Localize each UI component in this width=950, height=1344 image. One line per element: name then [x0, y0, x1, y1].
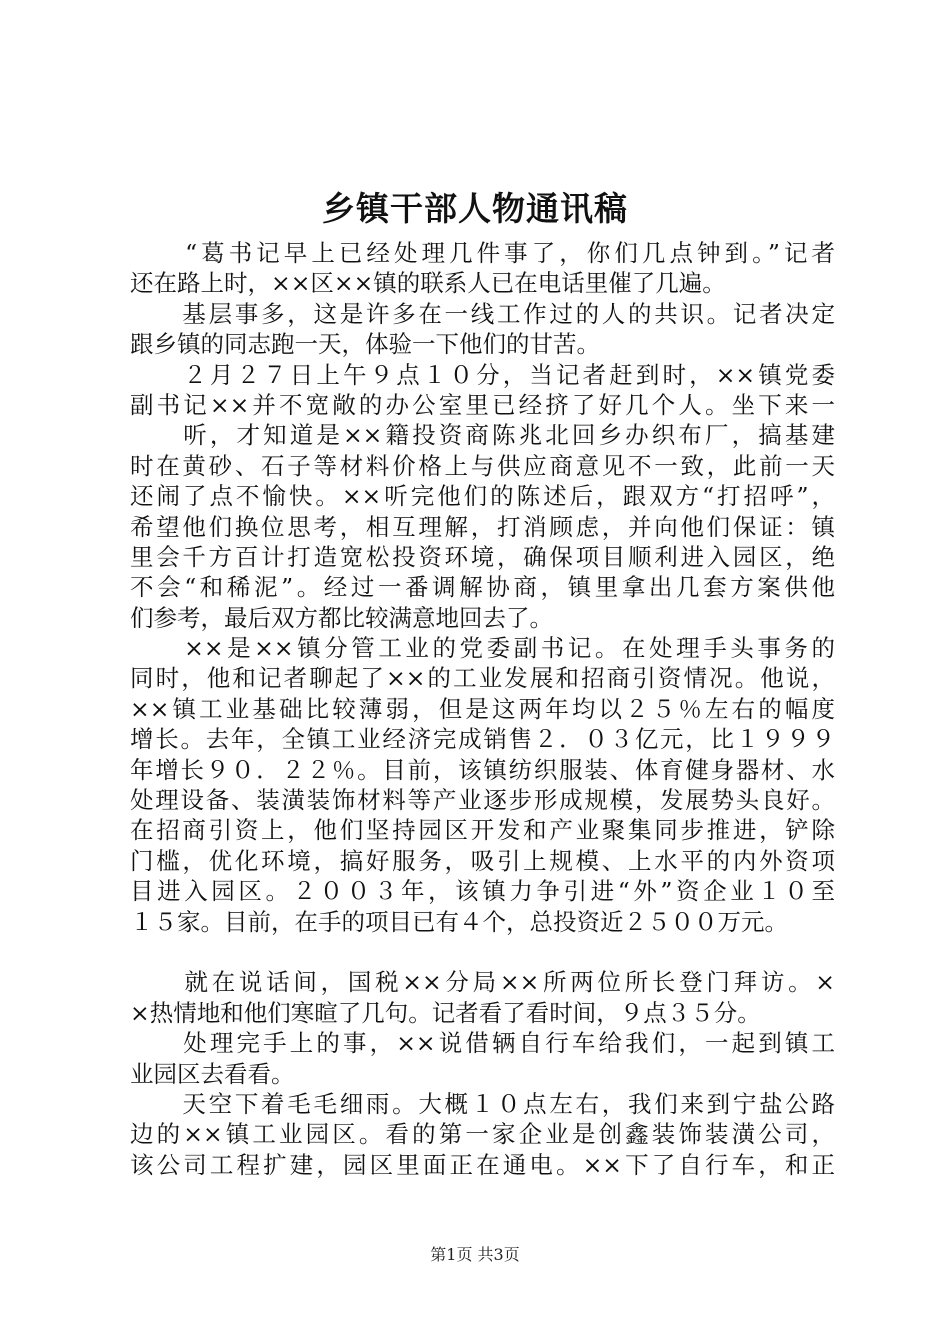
- text-line: 该公司工程扩建，园区里面正在通电。××下了自行车，和正: [130, 1150, 835, 1179]
- text-line: 里会千方百计打造宽松投资环境，确保项目顺利进入园区，绝: [130, 542, 835, 571]
- text-line: 业园区去看看。: [130, 1059, 295, 1088]
- text-line: “葛书记早上已经处理几件事了，你们几点钟到。”记者: [130, 239, 835, 267]
- text-line: 就在说话间，国税××分局××所两位所长登门拜访。×: [130, 968, 835, 997]
- text-line: 门槛，优化环境，搞好服务，吸引上规模、上水平的内外资项: [130, 846, 835, 875]
- blank-line: [130, 937, 835, 967]
- text-line: 基层事多，这是许多在一线工作过的人的共识。记者决定: [130, 299, 835, 328]
- text-line: 天空下着毛毛细雨。大概１０点左右，我们来到宁盐公路: [130, 1089, 835, 1118]
- text-line: 年增长９０．２２％。目前，该镇纺织服装、体育健身器材、水: [130, 755, 835, 784]
- text-line: 处理完手上的事，××说借辆自行车给我们，一起到镇工: [130, 1029, 835, 1058]
- text-line: 时在黄砂、石子等材料价格上与供应商意见不一致，此前一天: [130, 451, 835, 480]
- text-line: 跟乡镇的同志跑一天，体验一下他们的甘苦。: [130, 330, 600, 359]
- text-line: ××镇工业基础比较薄弱，但是这两年均以２５％左右的幅度: [130, 694, 835, 723]
- text-line: 同时，他和记者聊起了××的工业发展和招商引资情况。他说，: [130, 664, 835, 693]
- text-line: 还闹了点不愉快。××听完他们的陈述后，跟双方“打招呼”，: [130, 482, 835, 511]
- text-line: ××是××镇分管工业的党委副书记。在处理手头事务的: [130, 634, 835, 663]
- text-line: 听，才知道是××籍投资商陈兆北回乡办织布厂，搞基建: [130, 421, 835, 450]
- text-line: １５家。目前，在手的项目已有４个，总投资近２５００万元。: [130, 907, 788, 936]
- text-line: 副书记××并不宽敞的办公室里已经挤了好几个人。坐下来一: [130, 390, 835, 419]
- page-footer: 第1页 共3页: [430, 1245, 520, 1264]
- text-line: ×热情地和他们寒暄了几句。记者看了看时间，９点３５分。: [130, 998, 761, 1027]
- text-line: 增长。去年，全镇工业经济完成销售２．０３亿元，比１９９９: [130, 725, 835, 754]
- text-line: 处理设备、装潢装饰材料等产业逐步形成规模，发展势头良好。: [130, 786, 835, 815]
- text-line: ２月２７日上午９点１０分，当记者赶到时，××镇党委: [130, 360, 835, 389]
- document-title: 乡镇干部人物通讯稿: [322, 189, 628, 228]
- document-body: [130, 238, 835, 1180]
- text-line: 目进入园区。２００３年，该镇力争引进“外”资企业１０至: [130, 877, 835, 906]
- text-line: 还在路上时，××区××镇的联系人已在电话里催了几遍。: [130, 269, 726, 298]
- text-line: 们参考，最后双方都比较满意地回去了。: [130, 603, 553, 632]
- text-line: 边的××镇工业园区。看的第一家企业是创鑫装饰装潢公司，: [130, 1120, 835, 1149]
- text-line: 希望他们换位思考，相互理解，打消顾虑，并向他们保证：镇: [130, 512, 835, 541]
- text-line: 在招商引资上，他们坚持园区开发和产业聚集同步推进，铲除: [130, 816, 835, 845]
- text-line: 不会“和稀泥”。经过一番调解协商，镇里拿出几套方案供他: [130, 573, 835, 602]
